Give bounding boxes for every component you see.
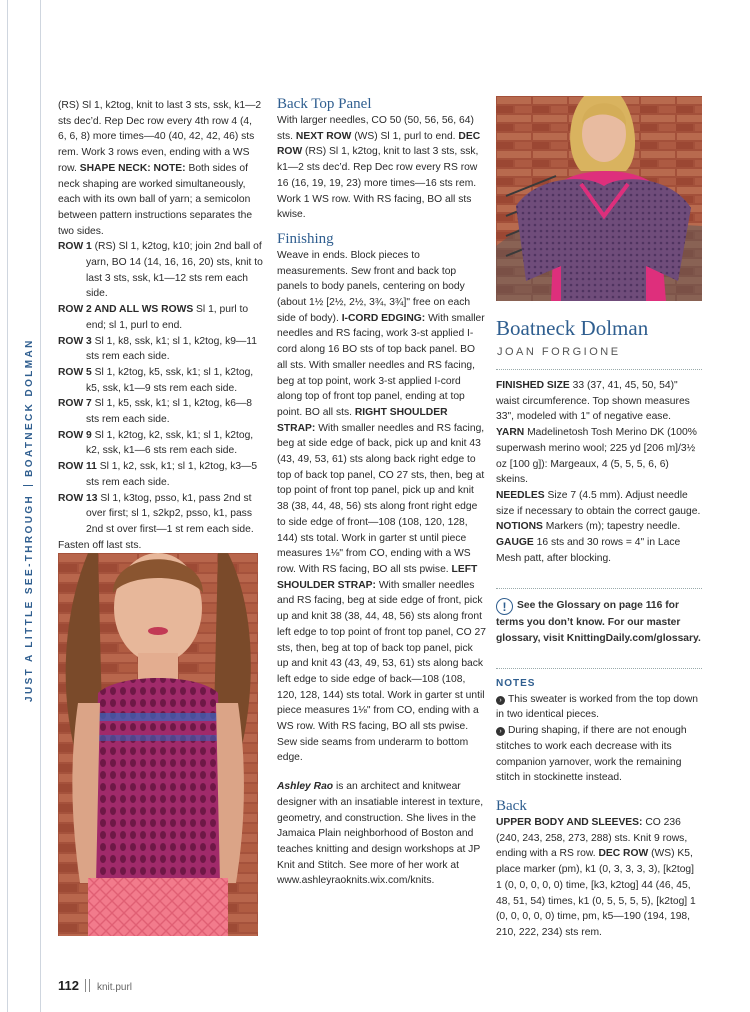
row-instructions: [58, 239, 263, 537]
shape-neck-label: SHAPE NECK: NOTE:: [79, 162, 186, 174]
spine-series: JUST A LITTLE SEE-THROUGH: [24, 493, 35, 702]
yarn-spec: YARN Madelinetosh Tosh Merino DK (100% superwash merino wool; 225 yd [206 m]/3½ oz [100 g]): Margeaux, 4 (5, 5, 5, 6, 6) skeins.: [496, 427, 697, 486]
finished-size: FINISHED SIZE 33 (37, 41, 45, 50, 54)" waist circumference. Top shown measures 33", modeled with 1" of negative ease.: [496, 380, 690, 423]
glossary-text: See the Glossary on page 116 for terms you don’t know. For our master glossary, visit KnittingDaily.com/glossary.: [496, 600, 701, 644]
magazine-name: knit.purl: [96, 982, 132, 993]
back-heading: Back: [496, 798, 527, 814]
divider: [496, 668, 702, 669]
row-item: ROW 7 Sl 1, k5, ssk, k1; sl 1, k2tog, k6—8 sts rem each side.: [58, 398, 253, 426]
divider: [496, 369, 702, 370]
bullet-icon: ›: [496, 727, 505, 736]
row-item: ROW 3 Sl 1, k8, ssk, k1; sl 1, k2tog, k9—11 sts rem each side.: [58, 335, 257, 363]
notes-section: [496, 676, 702, 786]
back-section: [496, 798, 702, 941]
row-item: ROW 5 Sl 1, k2tog, k5, ssk, k1; sl 1, k2tog, k5, ssk, k1—9 sts rem each side.: [58, 366, 254, 394]
note-item: › This sweater is worked from the top down in two identical pieces.: [496, 693, 698, 721]
page-number: 112: [58, 978, 79, 993]
designer-name: Ashley Rao: [277, 781, 334, 793]
back-top-panel-text: With larger needles, CO 50 (50, 56, 56, 64) sts. NEXT ROW (WS) Sl 1, purl to end. DEC ROW (RS) Sl 1, k2tog, knit to last 3 sts, ssk, k1—2 sts dec’d. Rep Dec row every RS row 16 (16, 19, 19, 23) more times—16 sts rem. Work 1 WS row. With RS facing, BO all sts kwise.: [277, 115, 481, 221]
row-item: ROW 9 Sl 1, k2tog, k2, ssk, k1; sl 1, k2tog, k2, ssk, k1—6 sts rem each side.: [58, 429, 254, 457]
notes-heading: NOTES: [496, 678, 536, 689]
needles-spec: NEEDLES Size 7 (4.5 mm). Adjust needle size if necessary to obtain the correct gauge.: [496, 489, 701, 517]
dolman-photo: [496, 96, 702, 301]
row-item: ROW 2 AND ALL WS ROWS Sl 1, purl to end; sl 1, purl to end.: [58, 304, 249, 331]
column-right: [496, 378, 702, 566]
tank-top-photo: [58, 553, 258, 936]
note-item: › During shaping, if there are not enough stitches to work each decrease with its companion yarnover, work the remaining stitch in stockinette instead.: [496, 725, 687, 784]
folio-rule: [85, 979, 86, 992]
column-left: [58, 98, 263, 553]
finishing-text: Weave in ends. Block pieces to measurements. Sew front and back top panels to body panels, centering on body (about 1½ [2½, 2½, 3¾, 3¾]" free on each side of body). I-CORD EDGING: With smaller needles and RS facing, work 3-st applied I-cord along 16 BO sts of top back panel. BO all sts. With smaller needles and RS facing, beg at top point, work 3-st applied I-cord along top of front top panel, ending at top point. BO all sts. RIGHT SHOULDER STRAP: With smaller needles and RS facing, beg at side edge of back, pick up and knit 43 (43, 49, 53, 61) sts along back right edge to top of back top panel, CO 27 sts, then, beg at top point of front top panel, pick up and knit 38 (38, 44, 48, 56) sts along front right edge to side edge of front—108 (108, 120, 128, 144) sts total. Work in garter st until piece measures 1⅛" from CO, ending with a WS row. With RS facing, BO all sts pwise. LEFT SHOULDER STRAP: With smaller needles and RS facing, beg at side edge of front, pick up and knit 38 (38, 44, 48, 56) sts along front left edge to top point of front top panel, CO 27 sts, then, beg at top of back top panel, pick up and knit 43 (43, 49, 53, 61) sts along back left edge to side edge of back—108 (108, 120, 128, 144) sts total. Work in garter st until piece measures 1⅛" from CO, ending with a WS row. With RS facing, BO all sts pwise. Sew side seams from underarm to bottom edge.: [277, 249, 486, 764]
row-item: ROW 1 (RS) Sl 1, k2tog, k10; join 2nd ball of yarn, BO 14 (14, 16, 16, 20) sts, knit to last 3 sts, ssk, k1—12 sts rem each side.: [58, 241, 263, 300]
divider: [496, 588, 702, 589]
notions-spec: NOTIONS Markers (m); tapestry needle.: [496, 521, 681, 533]
alert-icon: !: [496, 598, 513, 615]
designer-bio: Ashley Rao is an architect and knitwear designer with an insatiable interest in texture, geometry, and construction. She lives in the Jamaica Plain neighborhood of Boston and teaches knitting and design workshops at JP Knit and Stitch. See more of her work at www.ashleyraoknits.wix.com/knits.: [277, 781, 484, 887]
pattern-title: Boatneck Dolman: [496, 316, 649, 340]
page-folio: [58, 978, 132, 993]
glossary-callout: [496, 598, 702, 646]
back-text: UPPER BODY AND SLEEVES: CO 236 (240, 243, 258, 273, 288) sts. Knit 9 rows, ending with a RS row. DEC ROW (WS) K5, place marker (pm), k1 (0, 3, 3, 3, 3), [k2tog] 1 (0, 0, 0, 0, 0) time, [k3, k2tog] 44 (46, 45, 48, 51, 54) times, k1 (0, 5, 5, 5, 5), [k2tog] 1 (0, 0, 0, 0, 0) time, pm, k5—190 (194, 198, 210, 222, 234) sts rem.: [496, 817, 696, 938]
spine-rule: [7, 0, 8, 1012]
pattern-author: JOAN FORGIONE: [497, 346, 621, 358]
finishing-heading: Finishing: [277, 230, 334, 247]
column-middle: [277, 96, 486, 889]
page-spine: [0, 0, 40, 1012]
folio-rule: [89, 979, 90, 992]
spine-label: [23, 338, 35, 702]
back-top-panel-heading: Back Top Panel: [277, 96, 372, 112]
gauge-spec: GAUGE 16 sts and 30 rows = 4" in Lace Mesh patt, after blocking.: [496, 537, 681, 564]
spine-divider: [23, 485, 33, 486]
row-item: ROW 13 Sl 1, k3tog, psso, k1, pass 2nd st over first; sl 1, s2kp2, psso, k1, pass 2nd st over first—1 st rem each side.: [58, 492, 254, 535]
spine-pattern: BOATNECK DOLMAN: [24, 338, 35, 477]
fasten-off: Fasten off last sts.: [58, 539, 142, 551]
bullet-icon: ›: [496, 696, 505, 705]
row-item: ROW 11 Sl 1, k2, ssk, k1; sl 1, k2tog, k3—5 sts rem each side.: [58, 461, 258, 488]
neck-shaping-intro: (RS) Sl 1, k2tog, knit to last 3 sts, ssk, k1—2 sts dec’d. Rep Dec row every 4th row 4 (4, 6, 6, 8) more times—40 (40, 42, 42, 46) sts rem. Work 3 rows even, ending with a WS row. SHAPE NECK: NOTE: Both sides of neck shaping are worked simultaneously, each with its own ball of yarn; a semicolon between pattern instructions separates the two sides.: [58, 100, 262, 237]
spine-rule: [40, 0, 41, 1012]
